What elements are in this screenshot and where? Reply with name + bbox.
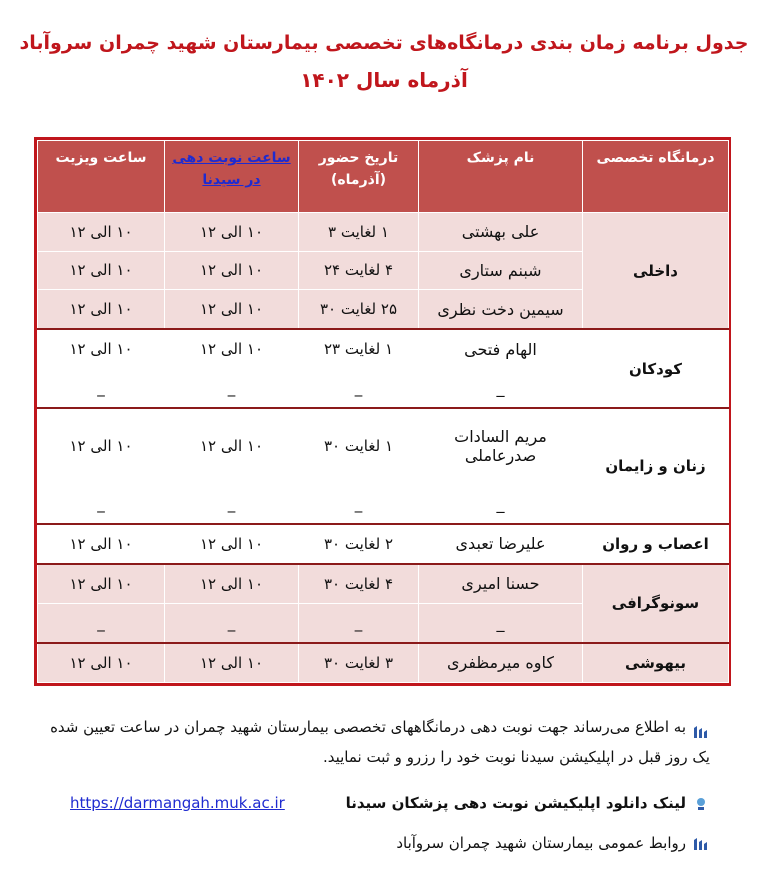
table-row — [38, 643, 729, 683]
cell-booking: _ — [165, 603, 299, 642]
cell-booking: ۱۰ الی ۱۲ — [165, 290, 299, 329]
header-booking-line2[interactable]: در سیدنا — [202, 172, 261, 188]
header-clinic: درمانگاه تخصصی — [583, 141, 729, 213]
cell-booking: ۱۰ الی ۱۲ — [165, 524, 299, 564]
cell-date: ۳ لغایت ۳۰ — [299, 643, 419, 683]
cell-visit: ۱۰ الی ۱۲ — [38, 329, 165, 368]
cell-doctor: کاوه میرمظفری — [419, 643, 583, 683]
cell-date: _ — [299, 603, 419, 642]
cell-doctor: الهام فتحی — [419, 329, 583, 368]
header-date-line1: تاریخ حضور — [318, 150, 399, 166]
cell-clinic: زنان و زایمان — [583, 408, 729, 524]
cell-visit: ۱۰ الی ۱۲ — [38, 290, 165, 329]
cell-visit: _ — [38, 369, 165, 408]
cell-date: ۲ لغایت ۳۰ — [299, 524, 419, 564]
cell-booking: _ — [165, 484, 299, 523]
cell-clinic: سونوگرافی — [583, 564, 729, 643]
cell-doctor: شبنم ستاری — [419, 251, 583, 290]
cell-visit: _ — [38, 484, 165, 523]
table-row — [38, 329, 729, 368]
cell-visit: ۱۰ الی ۱۲ — [38, 643, 165, 683]
cell-clinic: داخلی — [583, 213, 729, 330]
bullet-icon — [692, 836, 710, 852]
cell-clinic: اعصاب و روان — [583, 524, 729, 564]
cell-doctor: سیمین دخت نظری — [419, 290, 583, 329]
cell-date: ۱ لغایت ۲۳ — [299, 329, 419, 368]
cell-visit: ۱۰ الی ۱۲ — [38, 524, 165, 564]
cell-date: ۴ لغایت ۳۰ — [299, 564, 419, 603]
table-row — [38, 408, 729, 484]
cell-booking: ۱۰ الی ۱۲ — [165, 251, 299, 290]
table-row — [38, 213, 729, 252]
cell-booking: ۱۰ الی ۱۲ — [165, 329, 299, 368]
schedule-table — [34, 137, 731, 686]
cell-date: ۱ لغایت ۳۰ — [299, 408, 419, 484]
cell-clinic: بیهوشی — [583, 643, 729, 683]
cell-visit: ۱۰ الی ۱۲ — [38, 251, 165, 290]
cell-date: _ — [299, 484, 419, 523]
bullet-icon — [692, 720, 710, 736]
announcement-note — [50, 712, 710, 772]
cell-date: ۱ لغایت ۳ — [299, 213, 419, 252]
header-doctor: نام پزشک — [419, 141, 583, 213]
header-date-line2: (آذرماه) — [330, 172, 387, 188]
footer-note — [50, 834, 710, 852]
page-title: جدول برنامه زمان بندی درمانگاه‌های تخصصی بیمارستان شهید چمران سروآباد — [19, 32, 749, 54]
app-link-label: لینک دانلود اپلیکیشن نوبت دهی پزشکان سیدنا — [345, 794, 686, 812]
cell-booking: ۱۰ الی ۱۲ — [165, 643, 299, 683]
cell-doctor: حسنا امیری — [419, 564, 583, 603]
cell-date: _ — [299, 369, 419, 408]
cell-clinic: کودکان — [583, 329, 729, 408]
cell-visit: ۱۰ الی ۱۲ — [38, 408, 165, 484]
app-link-url[interactable]: https://darmangah.muk.ac.ir — [70, 794, 285, 812]
cell-visit: _ — [38, 603, 165, 642]
cell-booking: _ — [165, 369, 299, 408]
header-date — [299, 141, 419, 213]
announcement-text: به اطلاع می‌رساند جهت نوبت دهی درمانگاههای تخصصی بیمارستان شهید چمران در ساعت تعیین شده یک روز قبل در اپلیکیشن سیدنا نوبت خود را رزرو و ثبت نمایید. — [50, 718, 710, 766]
cell-booking: ۱۰ الی ۱۲ — [165, 564, 299, 603]
page-subtitle: آذرماه سال ۱۴۰۲ — [300, 68, 468, 92]
cell-doctor: _ — [419, 369, 583, 408]
cell-booking: ۱۰ الی ۱۲ — [165, 213, 299, 252]
cell-booking: ۱۰ الی ۱۲ — [165, 408, 299, 484]
cell-doctor: علی بهشتی — [419, 213, 583, 252]
footer-text: روابط عمومی بیمارستان شهید چمران سروآباد — [396, 834, 686, 852]
table-row — [38, 564, 729, 603]
cell-doctor: مریم السادات صدرعاملی — [419, 408, 583, 484]
cell-visit: ۱۰ الی ۱۲ — [38, 213, 165, 252]
cell-visit: ۱۰ الی ۱۲ — [38, 564, 165, 603]
cell-doctor: _ — [419, 484, 583, 523]
table-row — [38, 524, 729, 564]
table-header-row — [38, 141, 729, 213]
header-visit: ساعت ویزیت — [38, 141, 165, 213]
cell-date: ۲۵ لغایت ۳۰ — [299, 290, 419, 329]
header-booking[interactable] — [165, 141, 299, 213]
cell-date: ۴ لغایت ۲۴ — [299, 251, 419, 290]
cell-doctor: _ — [419, 603, 583, 642]
header-booking-line1[interactable]: ساعت نوبت دهی — [172, 150, 291, 166]
cell-doctor: علیرضا تعبدی — [419, 524, 583, 564]
bullet-icon — [692, 796, 710, 812]
